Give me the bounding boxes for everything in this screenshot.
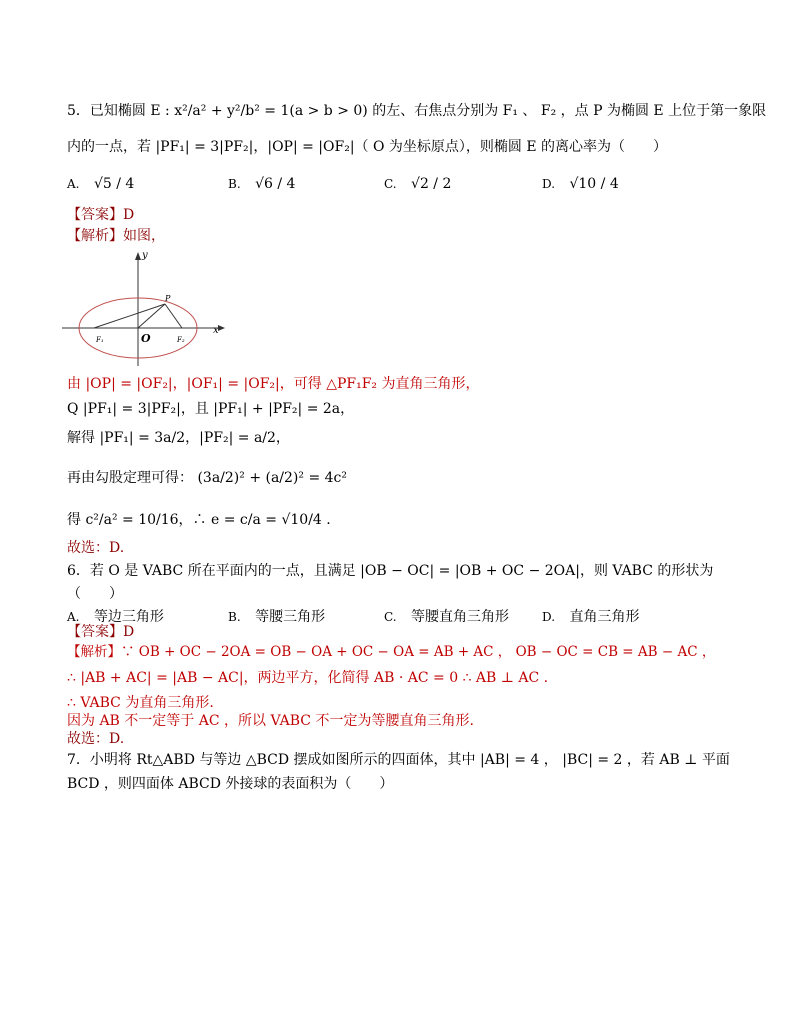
point-p-label: P (165, 294, 171, 303)
q7-stem-line2: BCD ，则四面体 ABCD 外接球的表面积为（ ） (67, 776, 394, 792)
q6-solution-2: ∴ |AB + AC| = |AB − AC|，两边平方，化简得 AB · AC = 0 ∴ AB ⊥ AC . (67, 670, 549, 686)
option-value: 直角三角形 (569, 609, 640, 625)
q5-analysis-label: 【解析】如图， (67, 228, 165, 244)
segment-op (138, 304, 165, 328)
x-label: x (213, 325, 219, 336)
q6-choose: 故选：D. (67, 731, 125, 747)
option-value: √6 / 4 (255, 176, 296, 192)
option-value: 等边三角形 (93, 609, 164, 625)
q6-stem-line2: （ ） (67, 586, 123, 602)
q5-solution-2: Q |PF₁| = 3|PF₂|，且 |PF₁| + |PF₂| = 2a， (67, 401, 355, 417)
option-value: 等腰直角三角形 (411, 609, 510, 625)
option-label: C. (384, 177, 397, 191)
q5-solution-3: 解得 |PF₁| = 3a/2，|PF₂| = a/2， (67, 430, 290, 446)
q5-option-b (228, 176, 295, 192)
q6-option-c (384, 606, 509, 626)
q6-answer: 【答案】D (67, 624, 135, 640)
q5-stem-line1: 5．已知椭圆 E : x²/a² + y²/b² = 1(a > b > 0) 的左、右焦点分别为 F₁ 、 F₂ ，点 P 为椭圆 E 上位于第一象限 (67, 103, 767, 119)
option-label: A. (67, 177, 80, 191)
option-value: √10 / 4 (569, 176, 619, 192)
q6-option-b (228, 606, 325, 626)
option-label: B. (228, 177, 241, 191)
segment-pf1 (94, 304, 165, 328)
q5-option-c (384, 176, 451, 192)
q6-solution-3: ∴ VABC 为直角三角形. (67, 695, 214, 711)
q5-option-d (542, 176, 619, 192)
x-axis-arrow (218, 325, 225, 331)
option-label: A. (67, 610, 80, 624)
option-value: 等腰三角形 (255, 609, 326, 625)
ellipse-figure (62, 244, 232, 369)
option-value: √2 / 2 (411, 176, 452, 192)
option-label: B. (228, 610, 241, 624)
q5-option-a (67, 176, 134, 192)
q5-solution-1: 由 |OP| = |OF₂|，|OF₁| = |OF₂|，可得 △PF₁F₂ 为直角三角形， (67, 376, 480, 392)
q6-option-d (542, 606, 639, 626)
q6-stem-line1: 6．若 O 是 VABC 所在平面内的一点，且满足 |OB − OC| = |OB + OC − 2OA|，则 VABC 的形状为 (67, 563, 714, 579)
option-value: √5 / 4 (93, 176, 135, 192)
q6-option-a (67, 606, 164, 626)
y-axis-arrow (135, 252, 141, 260)
q5-solution-5: 得 c²/a² = 10/16，∴ e = c/a = √10/4 . (67, 512, 331, 528)
f1-label: F₁ (96, 336, 104, 344)
q5-choose: 故选：D. (67, 540, 125, 556)
origin-label: O (141, 332, 151, 345)
q5-stem-line2: 内的一点，若 |PF₁| = 3|PF₂|，|OP| = |OF₂|（ O 为坐标原点），则椭圆 E 的离心率为（ ） (67, 139, 668, 155)
q6-solution-1: 【解析】∵ OB + OC − 2OA = OB − OA + OC − OA = AB + AC ， OB − OC = CB = AB − AC ， (67, 644, 716, 660)
q6-solution-4: 因为 AB 不一定等于 AC ，所以 VABC 不一定为等腰直角三角形. (67, 713, 474, 729)
f2-label: F₂ (177, 336, 185, 344)
q7-stem-line1: 7．小明将 Rt△ABD 与等边 △BCD 摆成如图所示的四面体，其中 |AB| = 4 ， |BC| = 2 ，若 AB ⊥ 平面 (67, 752, 730, 768)
q5-answer: 【答案】D (67, 207, 135, 223)
option-label: D. (542, 177, 556, 191)
option-label: D. (542, 610, 556, 624)
y-label: y (142, 250, 148, 261)
option-label: C. (384, 610, 397, 624)
segment-pf2 (165, 304, 182, 328)
q5-solution-4: 再由勾股定理可得： (3a/2)² + (a/2)² = 4c² (67, 470, 347, 486)
